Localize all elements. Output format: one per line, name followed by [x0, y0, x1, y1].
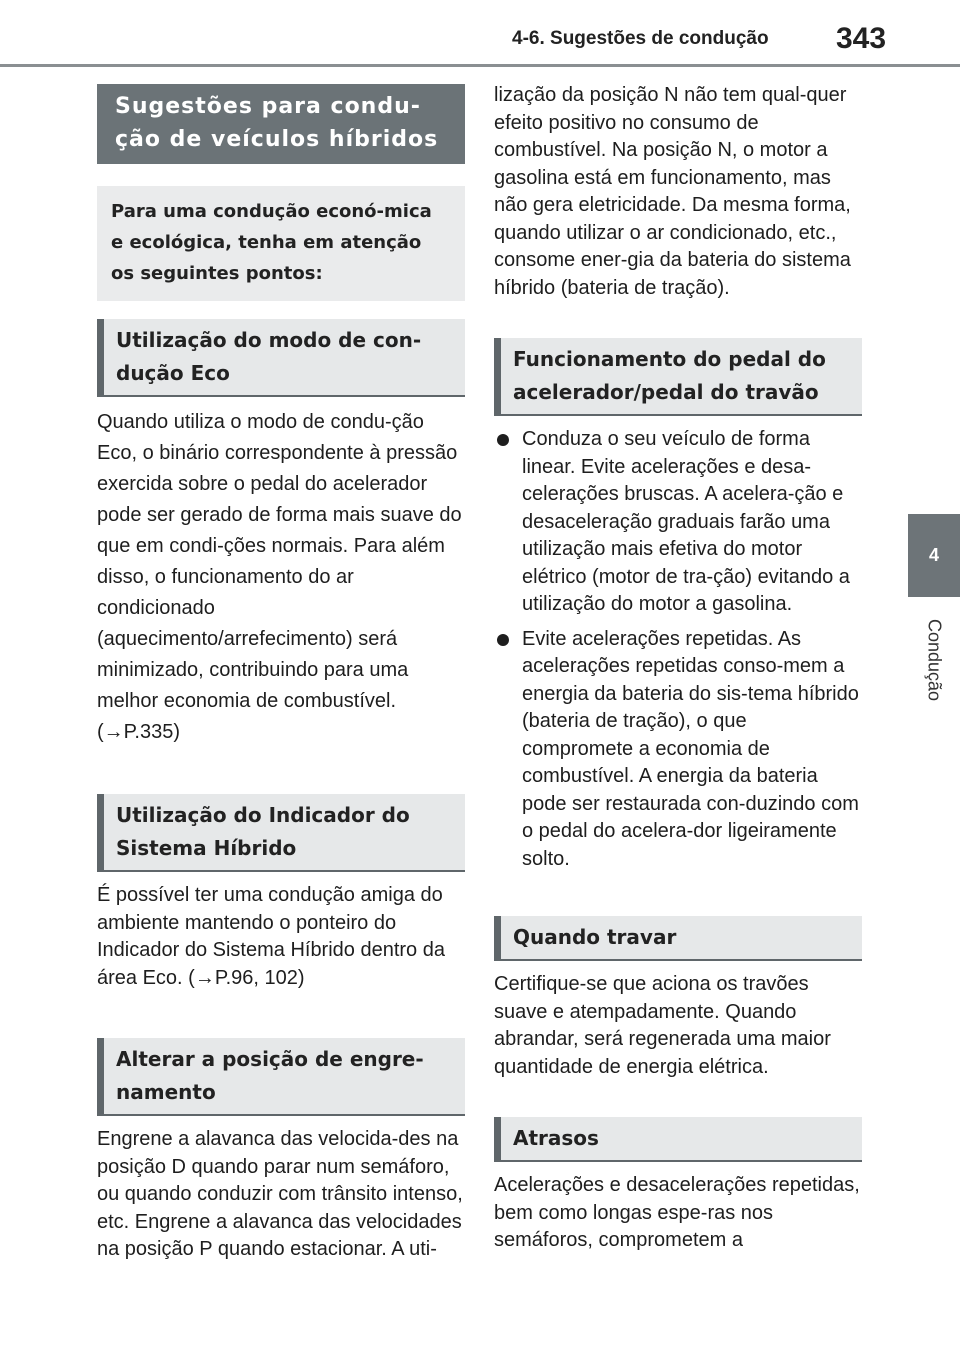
left-column [97, 82, 465, 1264]
braking-text: Certifique-se que aciona os travões suave e atempadamente. Quando abrandar, será regenerada uma maior quantidade de energia elétrica. [494, 973, 831, 1078]
bullet-text: Evite acelerações repetidas. As acelerações repetidas conso-mem a energia da bateria do sis-tema híbrido (bateria de tração), o que compromete a economia de combustível. A energia da bateria pode ser restaurada con-duzindo com o pedal do acelera-dor ligeiramente solto. [522, 627, 859, 870]
heading-hybrid-indicator: Utilização do Indicador do Sistema Híbrido [97, 794, 465, 872]
eco-mode-text: Quando utiliza o modo de condu-ção Eco, o binário correspondente à pressão exercida sobre o pedal do acelerador pode ser gerado de forma mais suave do que em condi-ções normais. Para além disso, o funcionamento do ar condicionado (aquecimento/arrefecimento) será minimizado, contribuindo para uma melhor economia de combustível. (→P.335) [97, 411, 462, 743]
heading-delays: Atrasos [494, 1117, 862, 1162]
hybrid-indicator-text: É possível ter uma condução amiga do ambiente mantendo o ponteiro do Indicador do Sistema Híbrido dentro da área Eco. (→P.96, 102) [97, 884, 445, 989]
header-rule [0, 64, 960, 67]
delays-text: Acelerações e desacelerações repetidas, bem como longas espe-ras nos semáforos, comprometem a [494, 1174, 860, 1251]
gear-position-continued-text: lização da posição N não tem qual-quer efeito positivo no consumo de combustível. Na posição N, o motor a gasolina está em funcionamento, mas não gera eletricidade. Da mesma forma, quando utilizar o ar condicionado, etc., consome ener-gia da bateria do sistema híbrido (bateria de tração). [494, 84, 851, 299]
heading-eco-mode: Utilização do modo de con-dução Eco [97, 319, 465, 397]
bullet-text: Conduza o seu veículo de forma linear. Evite acelerações e desa-celerações bruscas. A acelera-ção e desaceleração graduais farão uma utilização mais efetiva do motor elétrico (motor de tra-ção) evitando a utilização do motor a gasolina. [522, 428, 850, 615]
bullet-icon [497, 634, 509, 646]
heading-pedals: Funcionamento do pedal do acelerador/pedal do travão [494, 338, 862, 416]
list-item [494, 426, 862, 619]
gear-position-text: Engrene a alavanca das velocida-des na posição D quando parar num semáforo, ou quando conduzir com trânsito intenso, etc. Engrene a alavanca das velocidades na posição P quando estacionar. A uti- [97, 1128, 463, 1260]
chapter-tab [908, 514, 960, 597]
main-heading: Sugestões para condu-ção de veículos híbridos [97, 84, 465, 164]
heading-braking: Quando travar [494, 916, 862, 961]
chapter-number: 4 [928, 545, 939, 565]
bullet-icon [497, 434, 509, 446]
intro-box: Para uma condução econó-mica e ecológica, tenha em atenção os seguintes pontos: [97, 186, 465, 301]
pedals-bullet-list [494, 426, 862, 873]
heading-gear-position: Alterar a posição de engre-namento [97, 1038, 465, 1116]
running-header-section-title: 4-6. Sugestões de condução [512, 28, 769, 49]
page-number: 343 [836, 22, 887, 55]
chapter-name: Condução [924, 618, 945, 702]
list-item [494, 626, 862, 874]
right-column [494, 82, 862, 1255]
